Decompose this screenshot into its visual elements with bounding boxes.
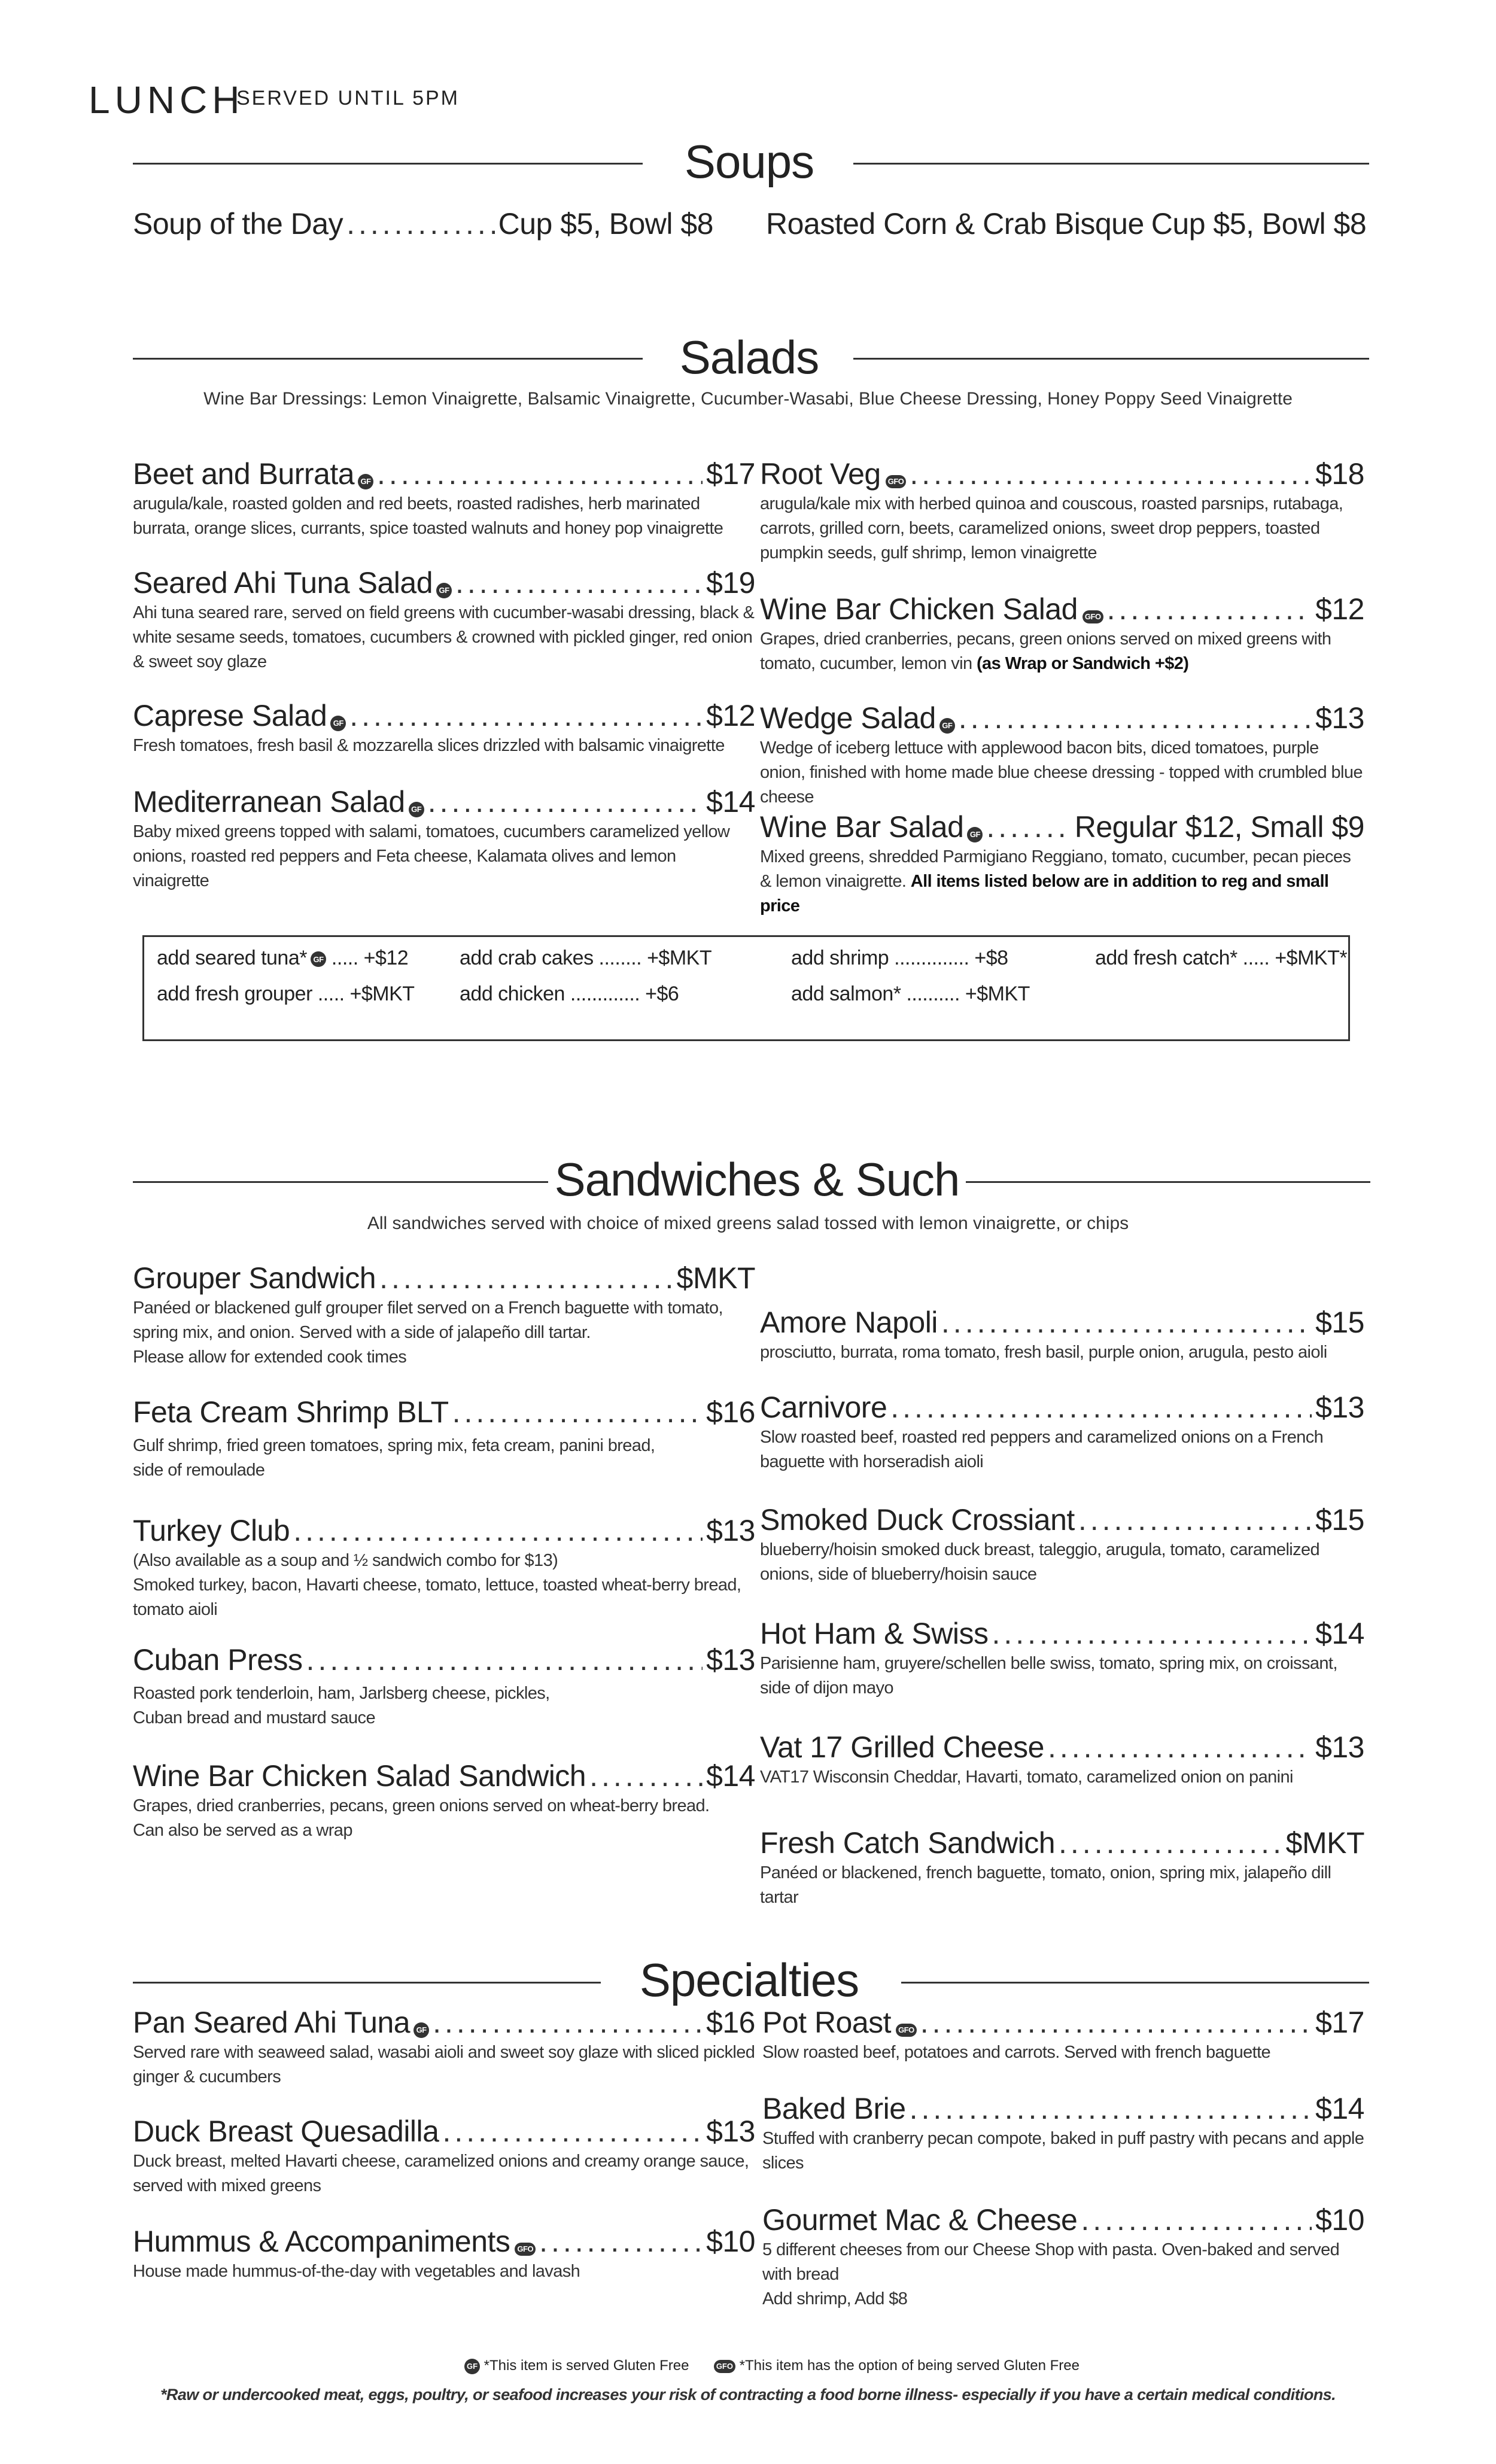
sandwich-item [133,1394,755,1483]
item-price: $12 [706,699,755,732]
item-desc: side of remoulade [133,1461,265,1480]
item-name: Gourmet Mac & Cheese [762,2203,1078,2237]
item-price: Regular $12, Small $9 [1074,810,1364,844]
item-price: $14 [706,785,755,819]
specialties-title: Specialties [639,1954,859,2006]
item-price: $17 [1315,2006,1364,2039]
item-name: Turkey Club [133,1514,290,1547]
item-name: Vat 17 Grilled Cheese [760,1730,1044,1764]
gluten-free-option-icon: GFO [714,2360,735,2373]
item-name: Duck Breast Quesadilla [133,2115,439,2148]
item-desc: Panéed or blackened, french baguette, tomato, onion, spring mix, jalapeño dill tartar [760,1863,1331,1907]
gluten-free-option-icon: GFO [515,2243,536,2256]
item-desc: Served rare with seaweed salad, wasabi aioli and sweet soy glaze with sliced pickled ginger & cucumbers [133,2043,755,2086]
item-desc: VAT17 Wisconsin Cheddar, Havarti, tomato, caramelized onion on panini [760,1768,1293,1787]
item-price: $13 [706,1514,755,1547]
item-desc: Slow roasted beef, potatoes and carrots. Served with french baguette [762,2043,1271,2062]
item-desc: Slow roasted beef, roasted red peppers and caramelized onions on a French baguette with horseradish aioli [760,1428,1324,1471]
addon-item: add chicken ............. +$6 [460,982,679,1005]
item-name: Smoked Duck Crossiant [760,1503,1075,1537]
item-desc: House made hummus-of-the-day with vegetables and lavash [133,2262,580,2281]
sandwiches-note: All sandwiches served with choice of mixed greens salad tossed with lemon vinaigrette, or chips [367,1213,1129,1233]
item-price: $15 [1315,1503,1364,1537]
item-name: Baked Brie [762,2092,906,2125]
item-name: Carnivore [760,1391,887,1424]
item-price: $13 [706,2115,755,2148]
salad-item [760,591,1364,676]
item-desc: (Also available as a soup and ½ sandwich combo for $13) [133,1551,558,1570]
item-name: Wine Bar Chicken Salad [760,592,1078,626]
addon-item: add shrimp .............. +$8 [791,947,1008,969]
item-price: $13 [1315,1730,1364,1764]
sandwich-item [760,1616,1364,1701]
gluten-free-option-icon: GFO [886,475,907,488]
sandwich-item [760,1304,1364,1365]
sandwich-item [133,1513,755,1622]
item-desc: Grapes, dried cranberries, pecans, green onions served on mixed greens with tomato, cucumber, lemon vin [760,629,1331,673]
item-price: $12 [1315,592,1364,626]
item-desc: Fresh tomatoes, fresh basil & mozzarella slices drizzled with balsamic vinaigrette [133,736,725,755]
salads-rule-right [853,358,1369,360]
sandwich-item [133,1260,755,1370]
salads-rule-left [133,358,643,360]
item-price: $15 [1315,1306,1364,1339]
item-desc: Please allow for extended cook times [133,1347,407,1367]
item-name: Wine Bar Chicken Salad Sandwich [133,1759,586,1793]
item-name: Seared Ahi Tuna Salad [133,566,433,600]
item-desc: arugula/kale, roasted golden and red beets, roasted radishes, herb marinated burrata, orange slices, currants, spice toasted walnuts and honey pop vinaigrette [133,494,723,538]
addon-item: add fresh grouper ..... +$MKT [157,982,415,1005]
salad-item [133,698,755,758]
item-desc: Add shrimp, Add $8 [762,2289,908,2308]
gluten-free-option-icon: GFO [896,2024,917,2037]
sandwiches-title: Sandwiches & Such [554,1153,960,1206]
soups-title: Soups [684,135,814,188]
item-name: Pan Seared Ahi Tuna [133,2006,411,2039]
item-name: Feta Cream Shrimp BLT [133,1395,449,1429]
menu-title: LUNCH [89,78,245,121]
item-desc: Can also be served as a wrap [133,1821,352,1840]
sandwiches-rule-right [966,1181,1370,1183]
item-desc: Smoked turkey, bacon, Havarti cheese, tomato, lettuce, toasted wheat-berry bread, tomato aioli [133,1575,741,1619]
addon-item: add fresh catch* ..... +$MKT* [1095,947,1348,969]
soup-item [766,206,1367,242]
salad-item [760,809,1364,918]
soups-rule-right [853,163,1369,165]
item-desc: Stuffed with cranberry pecan compote, baked in puff pastry with pecans and apple slices [762,2129,1364,2173]
specialty-item [133,2223,755,2284]
item-price: $MKT [676,1261,755,1295]
gluten-free-legend [461,2357,1080,2374]
item-name: Caprese Salad [133,699,327,732]
item-price: $14 [1315,1617,1364,1650]
item-name: Roasted Corn & Crab Bisque [766,207,1144,241]
specialties-rule-left [133,1982,601,1984]
item-name: Root Veg [760,457,881,491]
item-name: Mediterranean Salad [133,785,405,819]
item-desc: Mixed greens, shredded Parmigiano Reggiano, tomato, cucumber, pecan pieces & lemon vinaigrette. [760,847,1351,891]
item-name: Wine Bar Salad [760,810,964,844]
sandwich-item [760,1825,1364,1910]
salad-item [133,456,755,541]
item-name: Pot Roast [762,2006,892,2039]
sandwich-item [133,1642,755,1730]
item-price: $13 [706,1643,755,1677]
gluten-free-icon: GF [436,583,452,598]
item-price: $17 [706,457,755,491]
item-name: Hot Ham & Swiss [760,1617,989,1650]
item-price: $13 [1315,1391,1364,1424]
item-name: Cuban Press [133,1643,303,1677]
gluten-free-icon: GF [311,951,326,967]
sandwich-item [133,1758,755,1843]
gluten-free-option-icon: GFO [1083,610,1103,623]
specialty-item [762,2202,1364,2311]
item-price: $16 [706,1395,755,1429]
item-price: $10 [1315,2203,1364,2237]
gluten-free-icon: GF [967,827,983,842]
item-name: Grouper Sandwich [133,1261,376,1295]
item-desc: Wedge of iceberg lettuce with applewood bacon bits, diced tomatoes, purple onion, finished with home made blue cheese dressing - topped with crumbled blue cheese [760,738,1363,807]
item-price: Cup $5, Bowl $8 [1151,207,1367,241]
salad-dressings: Wine Bar Dressings: Lemon Vinaigrette, Balsamic Vinaigrette, Cucumber-Wasabi, Blue Cheese Dressing, Honey Poppy Seed Vinaigrette [203,389,1293,409]
item-price: $13 [1315,701,1364,735]
addon-item: add salmon* .......... +$MKT [791,982,1030,1005]
item-desc-bold: (as Wrap or Sandwich +$2) [977,654,1189,673]
item-price: $10 [706,2225,755,2258]
salads-title: Salads [679,331,819,384]
sandwich-item [760,1389,1364,1474]
sandwich-item [760,1502,1364,1587]
salad-item [133,565,755,674]
item-desc: prosciutto, burrata, roma tomato, fresh basil, purple onion, arugula, pesto aioli [760,1343,1327,1362]
specialty-item [762,2004,1364,2065]
item-name: Hummus & Accompaniments [133,2225,510,2258]
item-price: $MKT [1285,1826,1364,1860]
item-desc: Gulf shrimp, fried green tomatoes, spring mix, feta cream, panini bread, [133,1436,655,1455]
item-desc: Parisienne ham, gruyere/schellen belle swiss, tomato, spring mix, on croissant, side of dijon mayo [760,1654,1337,1698]
item-price: $19 [706,566,755,600]
item-desc: Grapes, dried cranberries, pecans, green onions served on wheat-berry bread. [133,1796,710,1815]
item-desc: arugula/kale mix with herbed quinoa and couscous, roasted parsnips, rutabaga, carrots, grilled corn, beets, caramelized onions, sweet drop peppers, toasted pumpkin seeds, gulf shrimp, lemon vinaigrette [760,494,1343,562]
item-price: $14 [1315,2092,1364,2125]
item-name: Amore Napoli [760,1306,938,1339]
salad-item [760,700,1364,810]
item-name: Soup of the Day [133,207,343,241]
item-desc: Cuban bread and mustard sauce [133,1708,375,1727]
item-desc: Duck breast, melted Havarti cheese, caramelized onions and creamy orange sauce, served with mixed greens [133,2152,749,2195]
item-desc: blueberry/hoisin smoked duck breast, taleggio, arugula, tomato, caramelized onions, side of blueberry/hoisin sauce [760,1540,1320,1584]
item-name: Beet and Burrata [133,457,355,491]
specialty-item [762,2091,1364,2176]
item-name: Wedge Salad [760,701,936,735]
salad-item [760,456,1364,565]
salad-item [133,784,755,893]
gluten-free-icon: GF [358,474,373,489]
specialty-item [133,2004,755,2089]
item-price: $16 [706,2006,755,2039]
soups-rule-left [133,163,643,165]
food-safety-warning: *Raw or undercooked meat, eggs, poultry, or seafood increases your risk of contracting a food borne illness- especially if you have a certain medical conditions. [160,2386,1336,2404]
gluten-free-icon: GF [939,718,955,734]
gluten-free-icon: GF [330,716,346,731]
item-desc: Ahi tuna seared rare, served on field greens with cucumber-wasabi dressing, black & white sesame seeds, tomatoes, cucumbers & crowned with pickled ginger, red onion & sweet soy glaze [133,603,755,671]
soup-item [133,206,713,242]
item-desc: Roasted pork tenderloin, ham, Jarlsberg cheese, pickles, [133,1684,550,1703]
item-desc: 5 different cheeses from our Cheese Shop with pasta. Oven-baked and served with bread [762,2240,1340,2284]
specialty-item [133,2113,755,2198]
menu-subtitle: SERVED UNTIL 5PM [236,87,460,109]
item-desc: Panéed or blackened gulf grouper filet served on a French baguette with tomato, spring mix, and onion. Served with a side of jalapeño dill tartar. [133,1298,723,1342]
gluten-free-icon: GF [464,2359,480,2374]
addon-item: add seared tuna* GF ..... +$12 [157,947,409,969]
item-desc: Baby mixed greens topped with salami, tomatoes, cucumbers caramelized yellow onions, roasted red peppers and Feta cheese, Kalamata olives and lemon vinaigrette [133,822,730,890]
item-price: Cup $5, Bowl $8 [498,207,713,241]
item-price: $14 [706,1759,755,1793]
item-price: $18 [1315,457,1364,491]
sandwiches-rule-left [133,1181,548,1183]
gluten-free-icon: GF [409,802,424,817]
sandwich-item [760,1729,1364,1790]
gfo-note: *This item has the option of being served Gluten Free [739,2357,1080,2374]
gf-note: *This item is served Gluten Free [484,2357,689,2374]
specialties-rule-right [901,1982,1369,1984]
item-desc-bold: All items listed below are in addition to reg and small price [760,872,1329,915]
gluten-free-icon: GF [413,2022,429,2038]
addon-item: add crab cakes ........ +$MKT [460,947,712,969]
item-name: Fresh Catch Sandwich [760,1826,1056,1860]
